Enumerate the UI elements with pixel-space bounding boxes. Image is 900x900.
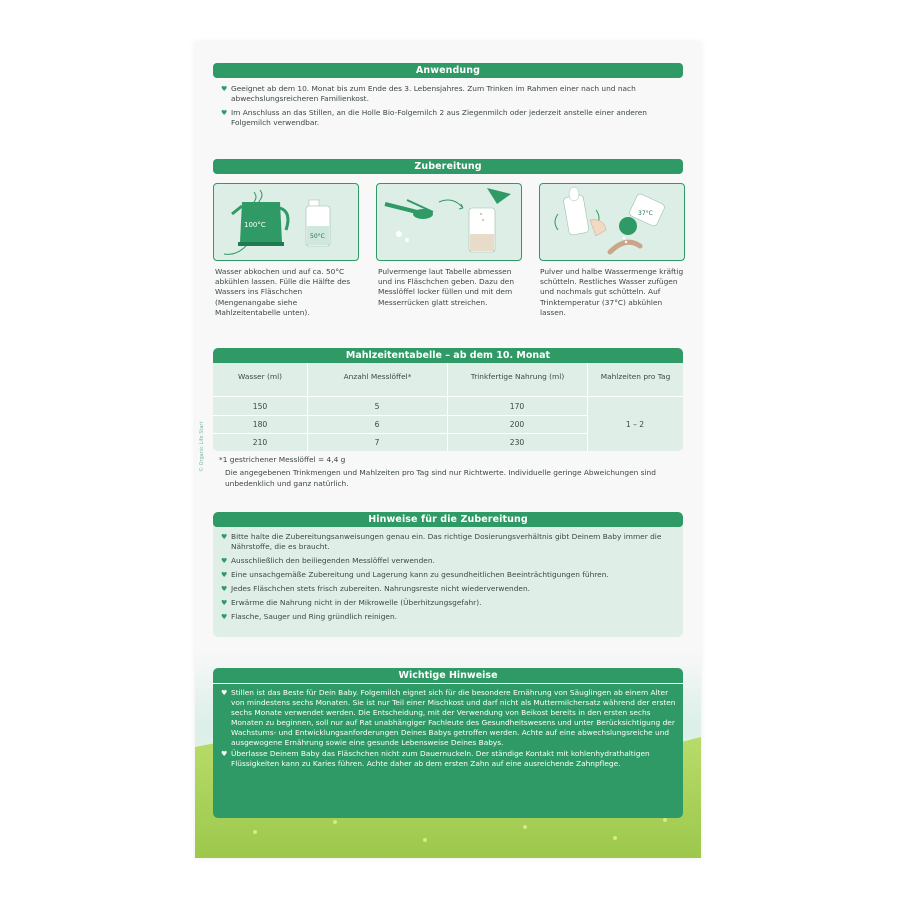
usage-item: ♥ Geeignet ab dem 10. Monat bis zum Ende des 3. Lebensjahres. Zum Trinken im Rahmen einer nach und nach abwechslungsreicheren Familienkost. [221,84,636,103]
hint-item: ♥ Bitte halte die Zubereitungsanweisungen genau ein. Das richtige Dosierungsverhältnis gibt Deinem Baby immer die Nährstoffe, die es braucht. [221,532,662,551]
important-heading: Wichtige Hinweise [213,668,683,684]
important-notes [213,668,683,818]
cell-ready-3: 230 [509,438,525,447]
hints-list [221,532,679,626]
hint-item: ♥ Erwärme die Nahrung nicht in der Mikrowelle (Überhitzungsgefahr). [221,598,482,607]
heart-icon: ♥ [221,585,228,593]
heart-icon: ♥ [221,557,228,565]
step-1-text: Wasser abkochen und auf ca. 50°C abkühlen lassen. Fülle die Hälfte des Wassers ins Fläschchen (Mengenangabe siehe Mahlzeitentabelle unten). [215,267,351,317]
hint-item: ♥ Jedes Fläschchen stets frisch zubereiten. Nahrungsreste nicht wiederverwenden. [221,584,530,593]
cell-water-3: 210 [252,438,268,447]
table-divider [213,415,587,416]
svg-text:50°C: 50°C [310,233,325,240]
preparation-hints [213,512,683,637]
preparation-heading: Zubereitung [213,159,683,174]
hints-heading: Hinweise für die Zubereitung [213,512,683,527]
usage-list [221,84,689,132]
cell-ready-2: 200 [509,420,525,429]
hint-item: ♥ Flasche, Sauger und Ring gründlich reinigen. [221,612,398,621]
usage-item: ♥ Im Anschluss an das Stillen, an die Holle Bio-Folgemilch 2 aus Ziegenmilch oder jederzeit anstelle einer anderen Folgemilch verwendbar. [221,108,647,127]
step-2-illustration [376,183,522,261]
teat-icon [619,217,637,235]
cell-meals-per-day: 1 – 2 [625,420,645,429]
step-1-illustration [213,183,359,261]
cell-scoops-3: 7 [374,438,380,447]
step-3-illustration [539,183,685,261]
heart-icon: ♥ [221,85,228,93]
heart-icon: ♥ [221,613,228,621]
cell-water-1: 150 [252,402,268,411]
side-credit-left: © Organic Life Start [199,421,205,472]
table-divider [213,396,683,397]
heart-icon: ♥ [221,571,228,579]
svg-text:100°C: 100°C [244,221,266,229]
column-header-meals: Mahlzeiten pro Tag [600,372,671,381]
cell-ready-1: 170 [509,402,525,411]
heart-icon: ♥ [221,689,228,697]
table-divider [213,433,587,434]
svg-text:37°C: 37°C [638,210,653,217]
heart-icon: ♥ [221,750,228,758]
column-header-ready: Trinkfertige Nahrung (ml) [470,372,565,381]
step-2-text: Pulvermenge laut Tabelle abmessen und ins Fläschchen geben. Dazu den Messlöffel locker füllen und mit dem Messerrücken glatt streichen. [378,267,515,307]
cell-scoops-1: 5 [374,402,380,411]
cell-scoops-2: 6 [374,420,380,429]
feeding-table [213,348,683,451]
important-item: ♥ Überlasse Deinem Baby das Fläschchen nicht zum Dauernuckeln. Der ständige Kontakt mit kohlenhydrathaltigen Flüssigkeiten kann zu Karies führen. Achte daher ab dem ersten Zahn auf eine ausreichende Zahnpflege. [221,749,650,768]
important-list [221,688,677,770]
column-header-water: Wasser (ml) [237,372,283,381]
heart-icon: ♥ [221,599,228,607]
hint-item: ♥ Ausschließlich den beiliegenden Messlöffel verwenden. [221,556,435,565]
cell-water-2: 180 [252,420,268,429]
hint-item: ♥ Eine unsachgemäße Zubereitung und Lagerung kann zu gesundheitlichen Beeinträchtigungen führen. [221,570,609,579]
table-footnote: *1 gestrichener Messlöffel = 4,4 g [219,455,346,464]
package-back-panel [195,42,701,858]
usage-heading: Anwendung [213,63,683,78]
step-3-text: Pulver und halbe Wassermenge kräftig schütteln. Restliches Wasser zufügen und nochmals gut schütteln. Auf Trinktemperatur (37°C) abkühlen lassen. [540,267,684,317]
heart-icon: ♥ [221,533,228,541]
important-item: ♥ Stillen ist das Beste für Dein Baby. Folgemilch eignet sich für die besondere Ernährung von Säuglingen ab einem Alter von mindestens sechs Monaten. Sie ist nur Teil einer Mischkost und darf nicht als Muttermilchersatz während der ersten sechs Monate verwendet werden. Die Entscheidung, mit der Verwendung von Beikost bereits in den ersten sechs Monaten zu beginnen, soll nur auf Rat unabhängiger Fachleute des Gesundheitswesens und unter Berücksichtigung der Wachstums- und Entwicklungsanforderungen Deines Babys getroffen werden. Achte auf eine abwechslungsreiche und ausgewogene Ernährung sowie eine gesunde Lebensweise Deines Babys. [221,688,676,747]
table-disclaimer: Die angegebenen Trinkmengen und Mahlzeiten pro Tag sind nur Richtwerte. Individuelle geringe Abweichungen sind unbedenklich und ganz natürlich. [225,468,656,488]
column-header-scoops: Anzahl Messlöffel* [343,372,412,381]
heart-icon: ♥ [221,109,228,117]
table-heading: Mahlzeitentabelle – ab dem 10. Monat [213,348,683,363]
bottle-icon [563,195,589,236]
